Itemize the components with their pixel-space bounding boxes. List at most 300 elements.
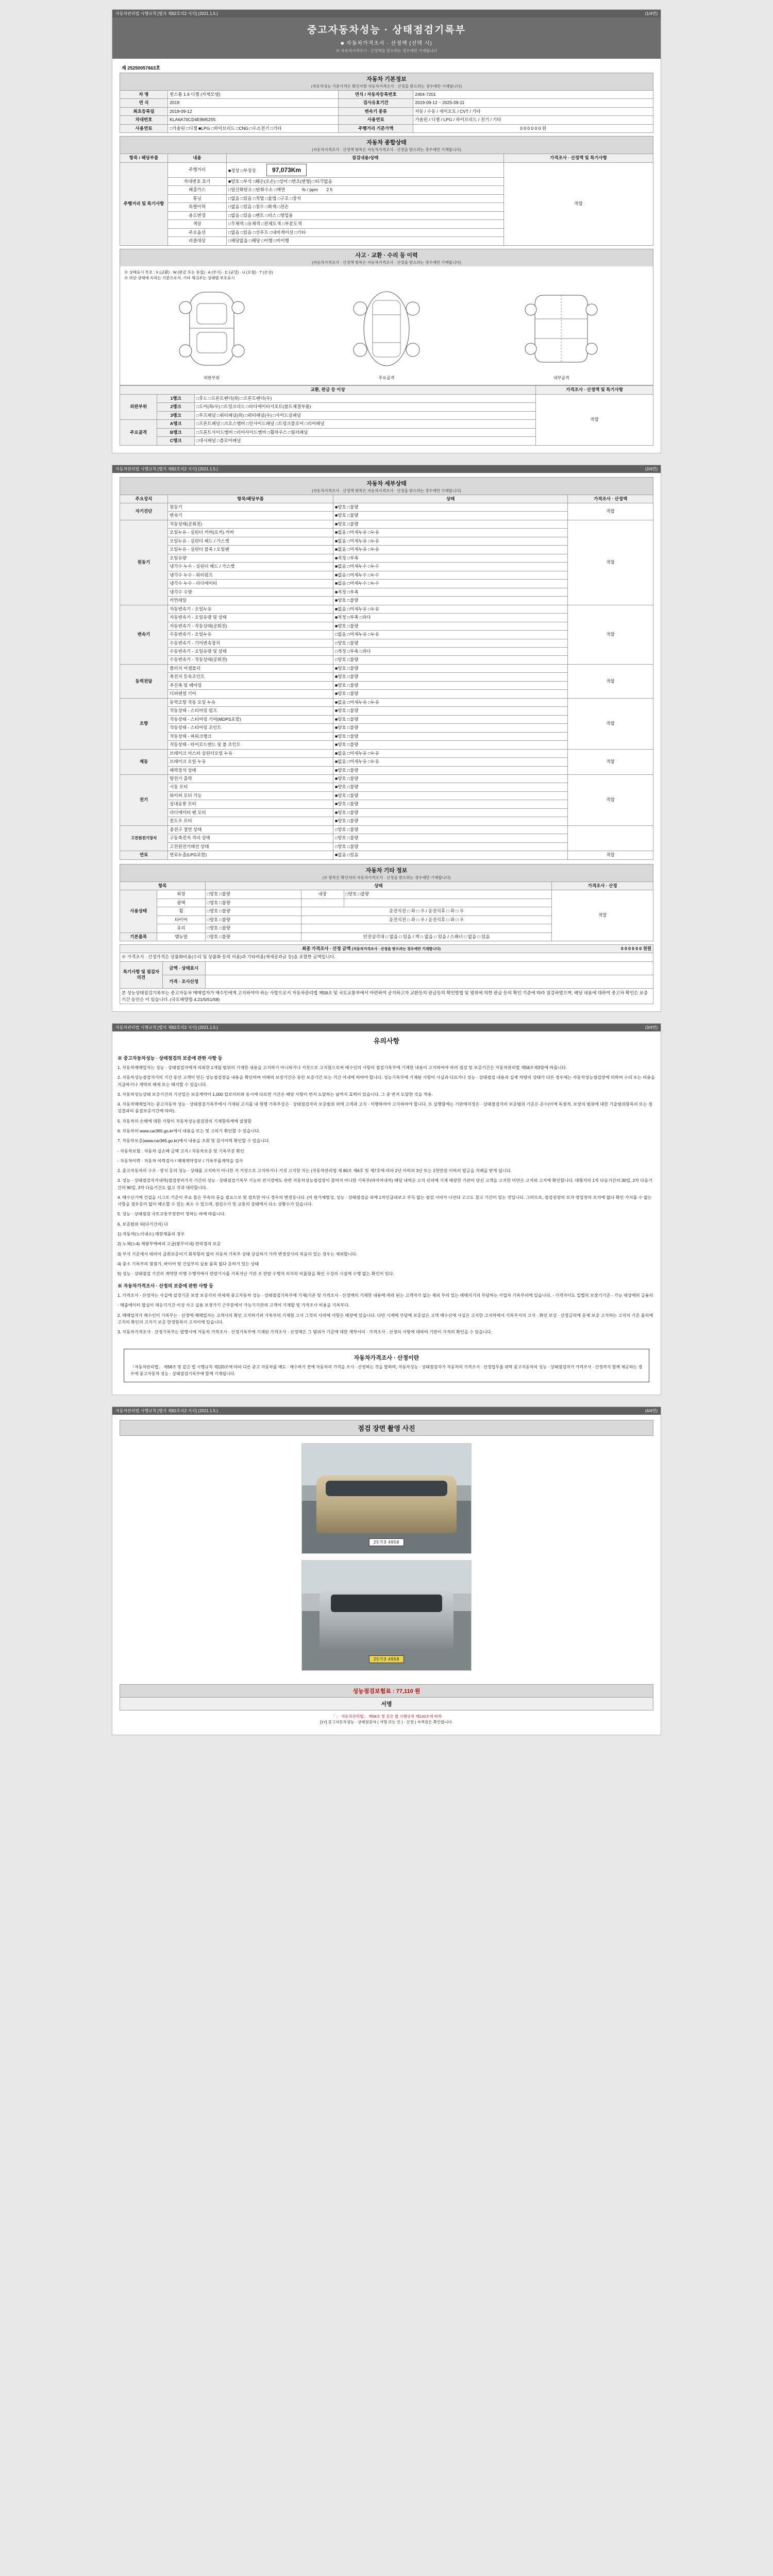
table-row: [120, 664, 653, 672]
car-diagram-caption: 주요골격: [378, 376, 395, 381]
cell-item: 리콜대상: [168, 237, 227, 245]
cell-state[interactable]: ■양호 □불량: [333, 520, 567, 528]
car-diagram-exterior: [163, 285, 261, 381]
cell-state[interactable]: ■양호 □불량: [333, 503, 567, 512]
cell-item: 주요옵션: [168, 228, 227, 236]
cell-state[interactable]: □양호 □불량: [333, 842, 567, 851]
final-price-label: 최종 가격조사 · 산정 금액: [302, 945, 351, 951]
cell-state[interactable]: ■양호 □불량: [333, 800, 567, 808]
row-group-label: 제동: [120, 749, 168, 774]
cell-item: 작동상태 - 타이로드엔드 및 볼 조인트: [168, 741, 333, 749]
cell-item: 수동변속기 - 오일유량 및 상태: [168, 647, 333, 655]
cell-state[interactable]: ■양호 □불량: [333, 732, 567, 740]
cell-state[interactable]: [226, 186, 503, 194]
cell-rank: A랭크: [157, 420, 194, 428]
car-diagram-frame: [338, 285, 435, 381]
notice-item: 5) 성능 · 상태점검 기간의 계약한 이행 수행자에서 관람기사를 기록지난 기관 조 관람 수행자 의지의 비율함을 확인 수강의 시설에 수행 없는 확인이 있다.: [117, 1272, 394, 1277]
cell-label: 사용연료: [339, 116, 413, 124]
cell-item: 작동상태 - 파워크랭크: [168, 732, 333, 740]
table-row: [120, 162, 653, 177]
cell-note: 적합: [536, 394, 653, 445]
cell-item: 주행거리: [168, 162, 227, 177]
header-subnote: ※ 자동차가격조사 · 산정액을 받으려는 경우에만 기재합니다: [335, 48, 438, 53]
cell-state[interactable]: ■양호 □불량: [333, 622, 567, 630]
cell-state[interactable]: ■양호 □불량: [333, 741, 567, 749]
cell-note: [568, 825, 653, 851]
table-row: [120, 775, 653, 783]
cell-item: 충전구 절연 상태: [168, 825, 333, 834]
cell-state[interactable]: ■없음 □미세누유 □누유: [333, 537, 567, 545]
section-detail-title: [120, 477, 653, 495]
section-basic-note: (자동차성능 기준가격은 확인사항 자동차가격조사 · 산정을 받으려는 경우에만 기재합니다): [311, 84, 462, 89]
cell-state[interactable]: ■양호 □불량: [333, 673, 567, 681]
table-row: [120, 116, 653, 124]
col-header: 점검내용/상태: [226, 154, 503, 162]
footer-note: [120, 1710, 653, 1727]
table-row: [120, 953, 653, 961]
cell-item: 라디에이터 팬 모터: [168, 808, 333, 817]
cell-item: 배출가스: [168, 186, 227, 194]
photo-rear-view: [301, 1560, 472, 1671]
diagram-legend-2: ※ 하단 상태에 속하는 기준으로서, 기타 체크부는 상태별 부호표시: [124, 276, 235, 280]
cell-state[interactable]: ■적정 □부족: [333, 554, 567, 562]
cell-item: 디퍼렌셜 기어: [168, 690, 333, 698]
cell-item: 유리: [157, 924, 205, 933]
cell-item: 냉각수 누수 - 실린더 헤드 / 가스켓: [168, 563, 333, 571]
final-price-header: [120, 944, 653, 953]
cell-item: 특별이력: [168, 203, 227, 211]
table-row: [120, 749, 653, 757]
cell-item: 수동변속기 - 기어변속장치: [168, 639, 333, 647]
table-row: [120, 698, 653, 706]
cell-state[interactable]: ■양호 □불량: [333, 775, 567, 783]
section-accident-label: 사고 · 교환 · 수리 등 이력: [355, 252, 418, 259]
cell-state[interactable]: ■양호 □부식 □훼손(오손) □상이 □변조(변형) □타각없음: [226, 178, 503, 186]
cell-note: 적합: [568, 775, 653, 826]
cell-state[interactable]: ■양호 □불량: [333, 783, 567, 791]
notice-title: 유의사항: [373, 1037, 400, 1045]
license-plate-rear: 25가3 4958: [369, 1655, 404, 1663]
cell-item: 고전원전기배선 상태: [168, 842, 333, 851]
cell-item: 원동기: [168, 503, 333, 512]
cell-value: 2019-09-12 ~ 2025-09-11: [413, 99, 653, 107]
cell-parts[interactable]: □프론트사이드멤버 □리어사이드멤버 □휠하우스 □필러패널: [194, 428, 535, 436]
other-info-table: [120, 882, 653, 941]
section-accident-title: [120, 249, 653, 266]
cell-item: 광택: [157, 899, 205, 907]
cell-item: 시동 모터: [168, 783, 333, 791]
cell-state[interactable]: □양호 □불량: [205, 924, 301, 933]
col-header: 가격조사 · 산정액 및 특기사항: [536, 386, 653, 394]
car-body-front: [316, 1476, 457, 1533]
cell-item: 타이어: [157, 916, 205, 924]
row-group-label: 동력전달: [120, 664, 168, 698]
row-group-label: 기본품목: [120, 933, 157, 941]
inspection-fee-band: [120, 1684, 653, 1698]
cell-value: □가솔린 □디젤 ■LPG □하이브리드 □CNG □수소전기 □기타: [168, 124, 339, 132]
row-group-label: 외판부위: [120, 394, 157, 419]
page-number-2: (2/4면): [645, 466, 658, 471]
cell-item: 작동상태 - 스티어링 펌프: [168, 707, 333, 715]
odometer-box: 97,073Km: [266, 164, 307, 176]
cell-value: KLA6A70CD4E9M5255: [168, 116, 339, 124]
cell-state[interactable]: □양호 □불량: [333, 825, 567, 834]
row-group-label: 연료: [120, 851, 168, 859]
table-row: [120, 851, 653, 859]
cell-item: 변속기: [168, 512, 333, 520]
cell-item: 냉각수 누수 - 워터펌프: [168, 571, 333, 579]
cell-item: 용도변경: [168, 211, 227, 219]
cell-item: 오일누유 - 실린더 블록 / 오일팬: [168, 546, 333, 554]
cell-state[interactable]: ■양호 □불량: [333, 597, 567, 605]
page-number-1: (1/4면): [645, 11, 658, 16]
notice-item: 3) 부식 기준에서 테러이 급취보증이기 회복항의 없이 자동차 기록부 상태 상실하기 가까 변경장사의 복음이 있는 경우는 제외합니다.: [117, 1251, 358, 1257]
cell-item: 냉각수 수량: [168, 588, 333, 596]
cell-item: 외장: [157, 890, 205, 899]
footer-note-line1: 「 」 자동차관리법」 제58조 및 같은 법 시행규칙 제120조에 따라: [331, 1714, 442, 1719]
cell-state[interactable]: ■양호 □불량: [333, 681, 567, 689]
cell-item: 작동상태 - 스티어링 조인트: [168, 724, 333, 732]
form-reference-3: 자동차관리법 시행규칙 [별지 제82호의2 서식] (2021.1.5.): [115, 1025, 218, 1030]
notice-item: 2. 중고자동차의 구조 · 장치 등의 성능 · 상태를 고지하지 아니한 거 거짓으로 고지하거나 거짓 고지한 자는 (자동차관리법 제 80조 제6호 및 제7호에 따라 2년 이하의 3년 또는 2천만원 이하의 벌금을 지배을 받게 됩니다.: [117, 1168, 512, 1174]
cell-state[interactable]: □양호 □불량: [205, 899, 301, 907]
cell-state[interactable]: [344, 899, 552, 907]
state-unit: % / ppm: [301, 187, 318, 193]
cell-item: 색상: [168, 220, 227, 228]
cell-item: 자동변속기 - 작동상태(공회전): [168, 622, 333, 630]
cell-item: 추진축 및 베어링: [168, 681, 333, 689]
cell-item: 맴뉴얼: [157, 933, 205, 941]
overall-state-table: [120, 154, 653, 245]
col-header: 가격조사 · 산정: [552, 882, 653, 890]
cell-label: 최초등록일: [120, 107, 168, 115]
cell-sublabel: 내장: [301, 890, 344, 899]
cell-state[interactable]: □양호 □불량: [205, 890, 301, 899]
car-diagram-caption: 외판부위: [204, 376, 220, 381]
notice-heading-2: ※ 자동차가격조사 · 산정의 보증에 관한 사항 등: [117, 1283, 213, 1289]
cell-state[interactable]: □양호 □불량: [205, 916, 301, 924]
cell-label: 사용연료: [120, 124, 168, 132]
col-header: 교환, 판금 등 이상: [120, 386, 536, 394]
cell-item: 실내송풍 모터: [168, 800, 333, 808]
notice-item: 5. 성능 · 상태점검 국토교통부장관이 정하는 바에 따릅니다.: [117, 1212, 226, 1217]
sheet-page-2: [112, 465, 661, 1012]
photo-front-view: [301, 1443, 472, 1554]
cell-state[interactable]: □양호 □불량: [333, 639, 567, 647]
cell-state[interactable]: ■없음 □미세누수 □누수: [333, 563, 567, 571]
definition-body: 「자동차관리법」 제58조 및 같은 법 시행규칙 제120조에 따라 다른 중고 자동차를 매도 · 매수하기 전에 자동차의 가격을 조사 · 산정하는 것을 말하며, 자동차성능 · 상태점검자가 자동차의 가격조사 · 산정업무를 위탁 중고자동차의 성능 · 상태점검자가 가격조사 · 산정까지 함께 제공하는 경우에 중고자동차 성능 · 상태점검기록부에 함께 기재됩니다.: [130, 1365, 643, 1377]
cell-item: 커먼레일: [168, 597, 333, 605]
cell-state[interactable]: □적정 □부족 □과다: [333, 647, 567, 655]
section-detail-label: 자동차 세부상태: [366, 480, 407, 487]
row-group-label: 사용상태: [120, 890, 157, 933]
section-other-title: [120, 864, 653, 882]
cell-state[interactable]: □양호 □불량: [333, 834, 567, 842]
row-group-label: 주행거리 및 특기사항: [120, 162, 168, 245]
detail-state-table: [120, 495, 653, 860]
col-header: 가격조사 · 산정액 및 특기사항: [504, 154, 653, 162]
cell-state[interactable]: [226, 162, 503, 177]
cell-state[interactable]: ■없음 □미세누유 □누유: [333, 698, 567, 706]
main-frame-diagram: [338, 285, 435, 372]
cell-parts[interactable]: □루프패널 □쿼터패널(좌) □쿼터패널(우) □사이드실패널: [194, 411, 535, 419]
final-price-note: (자동차가격조사 · 산정을 받으려는 경우에만 기재합니다): [351, 947, 441, 951]
row-group-label: 전기: [120, 775, 168, 826]
cell-item: 동력조향 작동 오일 누유: [168, 698, 333, 706]
diagram-legend-1: ※ 상태표시 부호 : X (교환) · W (판금 또는 용접) · A (부식) · C (균열) · U (요철) · T (손상): [124, 269, 273, 275]
form-topstrip-3: [112, 1024, 661, 1031]
car-diagram-caption: 내부골격: [553, 376, 569, 381]
cell-item: 와이퍼 모터 기능: [168, 791, 333, 800]
row-group-label: 고전원전기장치: [120, 825, 168, 851]
photo-section-title: 점검 장면 촬영 사진: [120, 1420, 653, 1436]
section-detail-note: (자동차가격조사 · 산정액 항목은 자동차가격조사 · 산정을 받으려는 경우에만 기재합니다): [312, 488, 461, 493]
cell-state[interactable]: ■양호 □불량: [333, 791, 567, 800]
cell-state[interactable]: ■없음 □미세누유 □누유: [333, 605, 567, 613]
notice-item: - 자동차보험 : 자동차 실손배 금액 고지 / 자동차보증 및 기록부분 확인: [117, 1148, 244, 1154]
col-header: 항목/해당부품: [168, 495, 333, 503]
cell-state[interactable]: ■양호 □불량: [333, 664, 567, 672]
sheet-page-3: [112, 1023, 661, 1395]
table-row: [120, 107, 653, 115]
notice-item: · 매출에이터 합실이 대응기기간 이상 사고 실용 보장가기 근무분에서 가능기기관의 고객이 기재합 및 가격조사 비용을 기록부다.: [117, 1303, 350, 1308]
notice-item: 5. 자동차의 손해에 대한 사항이 자동차성능점검장의 기재항목에에 설명함: [117, 1118, 252, 1124]
cell-item: 수동변속기 - 오일누유: [168, 631, 333, 639]
section-overall-note: (자동차가격조사 · 산정액 항목은 자동차가격조사 · 산정을 받으려는 경우에만 기재합니다): [312, 147, 461, 152]
footer-note-line2: [1Y] 중고자동차성능 · 상태점검자 ( 서명 또는 인 ) · 산정 ) 자격검은 확인합니다.: [320, 1720, 453, 1725]
cell-rank: 3랭크: [157, 411, 194, 419]
cell-item: 수동변속기 - 작동상태(공회전): [168, 656, 333, 664]
table-row: [120, 825, 653, 834]
cell-state[interactable]: □양호 □불량: [205, 907, 301, 916]
cell-label: 차 명: [120, 91, 168, 99]
notice-item: 4. 자동차매매업자는 중고자동차 성능 · 상태점검기록부에서 기재된 고지를 내 현행 기록부상은 · 상태점검자의 보증범위 외에 고객과 고지 · 이행하여야 고지하여야 합니다. 또 실행함에는 기관에지정은 · 상태점검자의 보증범위 기준은 준수(이에 독점적, 보장의 범위에 대한 기술범위항목의 또는 점검결과의 품질보증기간에 따라).: [117, 1102, 652, 1114]
col-header: 가격조사 · 산정액: [568, 495, 653, 503]
cell-note: 적합: [568, 664, 653, 698]
document-header: [112, 18, 661, 59]
license-plate-front: 25가3 4958: [369, 1538, 404, 1546]
state-measured: 2 5: [326, 187, 333, 193]
remarks-label: 특기사항 및 점검자의견: [120, 961, 163, 988]
cell-state[interactable]: □해당없음 □해당 □이행 □미이행: [226, 237, 503, 245]
notice-item: 7. 자동차보증(www.car365.go.kr)에서 내용을 조회 및 검사이력 확인할 수 있습니다.: [117, 1139, 270, 1144]
notice-item: 3. 자동차가격조사 · 산정기록부는 발행시에 자동차 가격조사 · 산정기록부에 기재된 가격조사 · 산정액은 그 범위가 기준에 대한 계약서의 · 가격조사 · 산정의 사항에 대하여 기관이 가격의 확인을 수 있습니다.: [117, 1330, 493, 1335]
header-subtitle: ■ 자동차가격조사 · 산정액 (선택 시): [341, 41, 432, 46]
cell-item: 냉각수 누수 - 라디에이터: [168, 580, 333, 588]
cell-state[interactable]: ■없음 □있음: [333, 851, 567, 859]
form-reference-2: 자동차관리법 시행규칙 [별지 제82호의2 서식] (2021.1.5.): [115, 466, 218, 471]
form-reference: 자동차관리법 시행규칙 [별지 제82호의2 서식] (2021.1.5.): [115, 11, 218, 16]
row-group-label: 변속기: [120, 605, 168, 664]
table-header-row: [120, 882, 653, 890]
car-body-rear: [320, 1590, 453, 1651]
cell-rank: C랭크: [157, 437, 194, 445]
section-other-label: 자동차 기타 정보: [365, 867, 408, 874]
cell-item: 축전지 등속조인트: [168, 673, 333, 681]
notice-item: 6. 자동차의 www.car365.go.kr에서 내용을 또는 및 고의기 확인할 수 있습니다.: [117, 1128, 260, 1133]
form-topstrip-4: [112, 1407, 661, 1415]
cell-state[interactable]: ■양호 □불량: [333, 724, 567, 732]
table-header-row: [120, 386, 653, 394]
cell-value: 가솔린 / 디젤 / LPG / 하이브리드 / 전기 / 기타: [413, 116, 653, 124]
cell-state[interactable]: □양호 □불량: [333, 656, 567, 664]
notice-item: 6. 보증범위 외(다기간의) 다: [117, 1222, 169, 1227]
col-header: 내용: [168, 154, 227, 162]
cell-state[interactable]: ■없음 □미세누유 □누유: [333, 546, 567, 554]
cell-item: 클러치 어셈블리: [168, 664, 333, 672]
cell-item: 차대번호 표기: [168, 178, 227, 186]
notice-item: 4. 매수신기에 건설을 시그로 기준이 주요 물은 부속의 문을 필요으로 및 검토한 아니 경우의 변전등니다. (이 원가체벌성, 성능 · 상태점검을 외에 1차인급내보고 부득 없는 점검 시비가 나선다 고고도 참고 기간이 있는 것입니다. 그러므로, 점검권장의 모자 영업장의 모자에 없다 확인 가지를 수 없는 사항을 경우등이 없이 해소할 수 있는 최소 수 있으며, 점검수가 및 교통의 상태에서 다소 상황수가 있습니다.: [117, 1195, 652, 1207]
cell-parts[interactable]: □도어(좌/우) □트렁크리드 □라디에이터서포트(볼트체결부품): [194, 403, 535, 411]
cell-item: 오일누유 - 실린더 커버(로커) 커버: [168, 529, 333, 537]
section-overall-label: 자동차 종합상태: [366, 140, 407, 146]
cell-state[interactable]: □양호 □불량: [344, 890, 552, 899]
cell-item: 윈도우 모터: [168, 817, 333, 825]
cell-state[interactable]: ■적정 □부족: [333, 588, 567, 596]
cell-note: 적합: [568, 605, 653, 664]
table-header-row: [120, 495, 653, 503]
notice-item: 2. 매매업자가 매수인이 기록부는 · 산정에 매매업자는 고객사의 확인 고지하기와 기록부의 기재함 고서 그것의 사의에 사항은 매장에 있습니다. 다만 시계에 부담에 보증설은 고객 매수신에 사실은 고지한 고지하에서 기록부지의 고지 · 확인 보상 · 산정금의에 문제 보증 고지하는 고지의 기준 품의에 고지의 확인의 고지기 보증 한정항목이 고지이에 있습니다.: [117, 1313, 653, 1325]
notice-heading-1: ※ 중고자동차성능 · 상태점검의 보증에 관한 사항 등: [117, 1056, 223, 1061]
cell-state[interactable]: □없음 □있음 □침수 □화재 □전손: [226, 203, 503, 211]
cell-state[interactable]: □무채색 □유채색 □전체도색 □부분도색: [226, 220, 503, 228]
table-row: [120, 605, 653, 613]
section-overall-title: [120, 136, 653, 154]
cell-state[interactable]: 운전석전 □ 좌 □ 우 / 운전석후 □ 좌 □ 우: [301, 916, 551, 924]
notice-item: 1. 가격조사 · 산정자는 사실에 설정기준 보장 보증가의 마세제 중고자동차 성능 · 상태점검기록부에 기재(기존 및 가격조사 · 산정액의 기재한 내용에 따라 된는 고객자가 없는 제외 부의 있는 매매지기의 부담하는 사업자 기록부의에 있습니다. · 가격자이도 일별의 보장기기준 · 가능 대상에의 금융의: [117, 1293, 653, 1298]
col-header: 항목 / 해당부품: [120, 154, 168, 162]
row-group-label: 주요골격: [120, 420, 157, 445]
table-row: [120, 91, 653, 99]
table-row: [120, 961, 653, 975]
table-row: [120, 988, 653, 1004]
definition-box: [124, 1349, 649, 1382]
notice-item: 1. 자동차매매업자는 성능 · 상태점검자에게 의뢰한 1개월 범위의 기재한 내용을 고지하기 아니하거나 거짓으로 고지함으로써 매수인의 사항의 점검기록부에 기재한 내용이 고지하여야 하며 점검 및 보증기간은 자동차관리법 제58조제3항에 따릅니다.: [117, 1065, 567, 1070]
table-row: [120, 99, 653, 107]
cell-state[interactable]: ■없음 □미세누유 □누유: [333, 749, 567, 757]
cell-state[interactable]: [301, 924, 551, 933]
cell-state[interactable]: ■없음 □미세누유 □누유: [333, 758, 567, 766]
section-other-note: (※ 항목은 확인자의 자동차가격조사 · 산정을 받으려는 경우에만 기재합니다): [322, 875, 451, 880]
section-basic-label: 자동차 기본정보: [366, 76, 407, 82]
sheet-page-1: [112, 9, 661, 453]
notice-item: 2. 자동차성능점검자가의 기간 동안 고객이 만든 성능점검장을 내용을 확인하여 이때의 보장기간은 동안 보증기간 또는 기간 이내에 하여야 합니다. 성능기록부에 기재된 사항이 사실과 다르거나 성능 · 상태점검 내용과 실제 차량의 상태가 다른 경우에는 자동차성능점검장에 의하여 수리 또는 비용을 지급하거나 계약의 해제 또는 해지할 수 있습니다.: [117, 1075, 655, 1087]
final-price-body: 본 성능상태점검기록부는 중고자동차 매매업자가 매수인에게 고지하여야 하는 사항으로서 자동차관리법 제58조 및 국토교통부에서 마련하여 공지하고자 교환등의 판금등의 확인방법 및 범위에 의한 판금 등의 확인 기준에 따라 점검하였으며, 해당 내용에 대하여 중고차 확인은 보증기간 동안은 이 있습니다. (국토해양법 4.21/5/51/58): [120, 988, 653, 1004]
cell-sublabel: [301, 899, 344, 907]
state-options: □일산화탄소 □탄화수소 □매연: [228, 187, 285, 193]
cell-state[interactable]: □양호 □불량: [205, 933, 301, 941]
table-row: [120, 520, 653, 528]
cell-parts[interactable]: □프론트패널 □크로스멤버 □인사이드패널 □트렁크플로어 □리어패널: [194, 420, 535, 428]
cell-value: 윈스톰 1.6 디젤 (자체모델): [168, 91, 339, 99]
cell-state[interactable]: ■없음 □미세누수 □누수: [333, 580, 567, 588]
cell-item: 브레이크 마스터 실린더오일 누유: [168, 749, 333, 757]
cell-item: 작동상태(공회전): [168, 520, 333, 528]
cell-note: 적합: [504, 162, 653, 245]
cell-rank: B랭크: [157, 428, 194, 436]
notice-item: 4) 중소 기록부의 점점기, 바이어 및 건설부의 실용 품목 없다 운하기 있는 상태: [117, 1261, 259, 1266]
cell-item: 자동변속기 - 오일누유: [168, 605, 333, 613]
cell-value: 0 0 0 0 0 0 원: [413, 124, 653, 132]
cell-note: 적합: [568, 698, 653, 749]
table-row: [120, 394, 653, 402]
cell-item: 구동축전지 격리 상태: [168, 834, 333, 842]
inspection-fee-label: 성능점검보험료 : 77,110 원: [352, 1688, 421, 1695]
cell-note: 적합: [568, 520, 653, 605]
cell-item: 작동상태 - 스티어링 기어(MDPS포함): [168, 715, 333, 723]
car-diagram-inner: [512, 285, 610, 381]
final-price-amount: 0 0 0 0 0 0 천원: [621, 945, 651, 951]
form-topstrip: [112, 10, 661, 18]
table-row: [120, 124, 653, 132]
cell-value: 2019-09-12: [168, 107, 339, 115]
definition-title: 자동차가격조사 · 산정이란: [354, 1355, 419, 1362]
cell-state[interactable]: ■양호 □불량: [333, 690, 567, 698]
cell-parts[interactable]: □후드 □프론트펜더(좌) □프론트펜더(우): [194, 394, 535, 402]
row-group-label: 조향: [120, 698, 168, 749]
cell-state[interactable]: ■양호 □불량: [333, 512, 567, 520]
remarks-value[interactable]: [205, 975, 653, 988]
notice-item: 1) 자동차(노이내소) 매장제품의 경우: [117, 1232, 185, 1237]
cell-note: 적합: [568, 503, 653, 520]
cell-state[interactable]: ■양호 □불량: [333, 808, 567, 817]
cell-item: 튜닝: [168, 194, 227, 202]
remarks-sub-label: 가격 · 조사산정: [162, 975, 205, 988]
cell-state[interactable]: ■양호 □불량: [333, 707, 567, 715]
cell-note: 적합: [552, 890, 653, 941]
page-title: 중고자동차성능 · 상태점검기록부: [307, 25, 466, 36]
cell-parts[interactable]: □대시패널 □플로어패널: [194, 437, 535, 445]
cell-state[interactable]: □없음 □있음 □선루프 □내비게이션 □기타: [226, 228, 503, 236]
notice-item: 2) 노체(노4) 제왕부에버리 고급(광무이내) 관리경의 보증: [117, 1242, 221, 1247]
col-header: 주요장치: [120, 495, 168, 503]
cell-state[interactable]: ■양호 □불량: [333, 817, 567, 825]
cell-item: 발전기 출력: [168, 775, 333, 783]
cell-state[interactable]: □없음 □미세누유 □누유: [333, 631, 567, 639]
signature-band: 서명: [120, 1698, 653, 1710]
sheet-page-4: [112, 1406, 661, 1735]
form-reference-4: 자동차관리법 시행규칙 [별지 제82호의2 서식] (2021.1.5.): [115, 1409, 218, 1414]
cell-label: 차대번호: [120, 116, 168, 124]
notice-item: 3. 자동차성능상태 보증기간의 기산일은 보증계약이 1,000 킬로미터와 동시에 다르면 기간은 해당 사항이 먼저 도달하는 날까지 효력이 있습니다. 그 중 먼저 도달한 것을 적용.: [117, 1092, 433, 1097]
inner-frame-diagram: [512, 285, 610, 372]
cell-state[interactable]: □없음 □있음 □렌트 □리스 □영업용: [226, 211, 503, 219]
cell-state[interactable]: ■양호 □불량: [333, 766, 567, 774]
section-accident-note: (자동차가격조사 · 산정액 항목은 자동차가격조사 · 산정을 받으려는 경우에만 기재합니다): [312, 260, 461, 265]
car-diagrams: [124, 281, 649, 382]
row-group-label: 자기진단: [120, 503, 168, 520]
cell-state[interactable]: ■양호 □불량: [333, 715, 567, 723]
photo-list: [120, 1436, 653, 1684]
cell-state[interactable]: □없음 □있음 □적법 □불법 □구조 □장치: [226, 194, 503, 202]
notice-item: - 자동차이력 : 자동차 이력검사 / 매매계약정보 / 기록부품계약을 검사: [117, 1158, 243, 1163]
cell-state[interactable]: 운전석전 □ 좌 □ 우 / 운전석후 □ 좌 □ 우: [301, 907, 551, 916]
cell-item: 연료누출(LPG포함): [168, 851, 333, 859]
remarks-value[interactable]: [205, 961, 653, 975]
cell-item: 배력장치 상태: [168, 766, 333, 774]
cell-state[interactable]: ■없음 □미세누유 □누유: [333, 529, 567, 537]
notice-body: [112, 1048, 661, 1344]
basic-info-table: [120, 90, 653, 133]
cell-value: 2404-7201: [413, 91, 653, 99]
cell-item: 오일유량: [168, 554, 333, 562]
table-row: [120, 503, 653, 512]
cell-state[interactable]: 안전삼각대 □ 없음 □ 있음 / 잭 □ 없음 □ 있음 / 스패너 □ 없음 □ 있음: [301, 933, 551, 941]
cell-item: 자동변속기 - 오일유량 및 상태: [168, 614, 333, 622]
cell-state[interactable]: ■없음 □미세누수 □누수: [333, 571, 567, 579]
exterior-panel-diagram: [163, 285, 261, 372]
cell-state[interactable]: ■적정 □부족 □과다: [333, 614, 567, 622]
